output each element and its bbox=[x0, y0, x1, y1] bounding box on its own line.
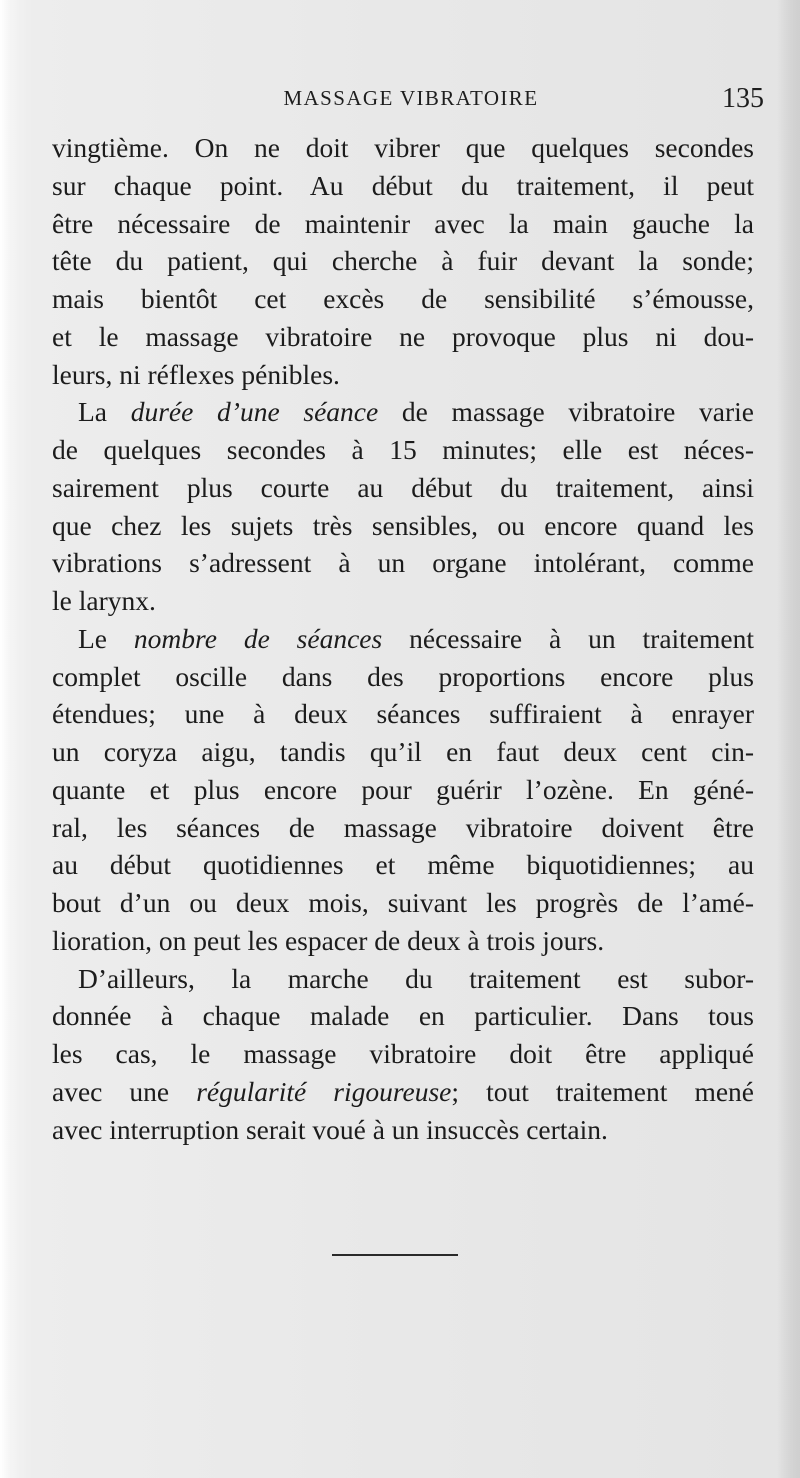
text-line: de quelques secondes à 15 minutes; elle est néces- bbox=[52, 434, 754, 465]
text-line: sairement plus courte au début du traitement, ainsi bbox=[52, 471, 754, 503]
page-left-edge bbox=[0, 0, 18, 1478]
text-line: tête du patient, qui cherche à fuir devant la sonde; bbox=[52, 245, 754, 277]
text-line: être nécessaire de maintenir avec la main gauche la bbox=[52, 207, 754, 239]
text-line: complet oscille dans des proportions encore plus bbox=[52, 660, 754, 692]
text-line: mais bientôt cet excès de sensibilité s’émousse, bbox=[52, 283, 754, 314]
text-line: quante et plus encore pour guérir l’ozène. En géné- bbox=[52, 773, 754, 805]
text-line: et le massage vibratoire ne provoque plus ni dou- bbox=[52, 320, 754, 352]
text-line: sur chaque point. Au début du traitement, il peut bbox=[52, 169, 754, 201]
text-line bbox=[52, 393, 754, 431]
text-line: un coryza aigu, tandis qu’il en faut deux cent cin- bbox=[52, 736, 754, 767]
text-line: D’ailleurs, la marche du traitement est subor- bbox=[78, 962, 754, 994]
page-right-edge bbox=[778, 0, 800, 1478]
text-line bbox=[52, 1073, 754, 1111]
text-line: les cas, le massage vibratoire doit être appliqué bbox=[52, 1038, 754, 1069]
text-segment: avec une bbox=[52, 1075, 197, 1107]
text-segment: Le bbox=[78, 622, 134, 654]
text-line bbox=[52, 620, 754, 658]
page-header bbox=[52, 83, 770, 116]
italic-phrase: nombre de séances bbox=[133, 622, 383, 654]
text-line: ral, les séances de massage vibratoire doivent être bbox=[52, 811, 754, 843]
text-line: lioration, on peut les espacer de deux à trois jours. bbox=[52, 924, 605, 956]
text-segment: La bbox=[78, 396, 131, 428]
text-segment: ; tout traitement mené bbox=[451, 1075, 754, 1107]
body-text bbox=[52, 129, 754, 1148]
text-line: le larynx. bbox=[52, 585, 156, 616]
text-line: donnée à chaque malade en particulier. Dans tous bbox=[52, 1000, 754, 1032]
section-end-rule bbox=[332, 1254, 458, 1256]
text-segment: de massage vibratoire varie bbox=[378, 396, 754, 428]
text-line: vingtième. On ne doit vibrer que quelques secondes bbox=[52, 132, 754, 163]
text-segment: nécessaire à un traitement bbox=[382, 622, 754, 654]
running-head: MASSAGE VIBRATOIRE bbox=[283, 86, 539, 110]
text-line: au début quotidiennes et même biquotidiennes; au bbox=[52, 849, 754, 881]
text-line: que chez les sujets très sensibles, ou encore quand les bbox=[52, 509, 754, 541]
italic-phrase: régularité rigoureuse bbox=[196, 1075, 452, 1107]
text-line: leurs, ni réflexes pénibles. bbox=[52, 358, 340, 390]
text-line: bout d’un ou deux mois, suivant les progrès de l’amé- bbox=[52, 887, 754, 918]
italic-phrase: durée d’une séance bbox=[130, 396, 379, 428]
text-line: avec interruption serait voué à un insuccès certain. bbox=[52, 1113, 608, 1145]
text-line: vibrations s’adressent à un organe intolérant, comme bbox=[52, 547, 754, 579]
text-line: étendues; une à deux séances suffiraient à enrayer bbox=[52, 698, 754, 730]
page-number: 135 bbox=[722, 83, 764, 114]
